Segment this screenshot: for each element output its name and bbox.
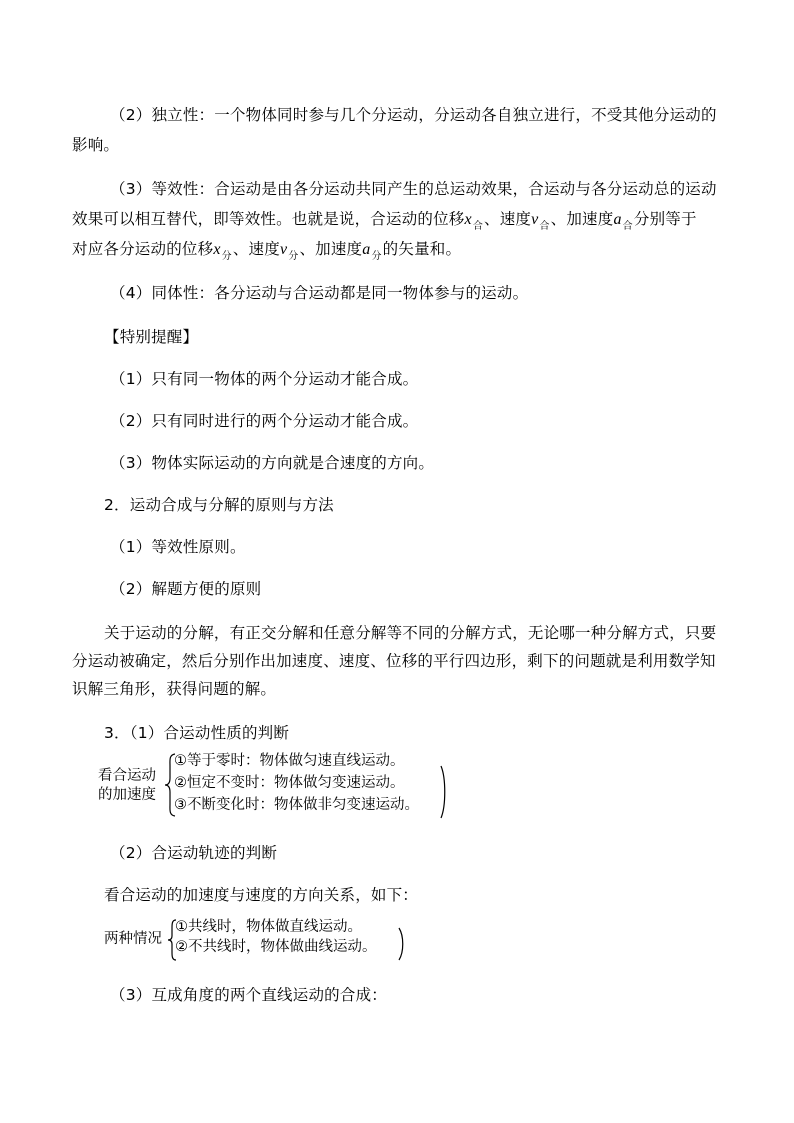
trajectory-label: 两种情况 bbox=[104, 931, 162, 947]
acceleration-label-line2: 的加速度 bbox=[98, 787, 156, 803]
acceleration-label-line1: 看合运动 bbox=[98, 768, 156, 784]
section-2-item-1: （1）等效性原则。 bbox=[110, 538, 246, 556]
trajectory-case-1: ①共线时，物体做直线运动。 bbox=[175, 919, 362, 935]
paragraph-equivalence-line3 bbox=[72, 238, 461, 263]
symbol-v: v bbox=[531, 211, 539, 228]
paragraph-independence-line1: （2）独立性：一个物体同时参与几个分运动，分运动各自独立进行，不受其他分运动的 bbox=[110, 106, 717, 124]
section-3-item-2-text: 看合运动的加速度与速度的方向关系，如下： bbox=[104, 886, 419, 904]
section-3-title: 3．（1）合运动性质的判断 bbox=[104, 724, 290, 742]
symbol-a: a bbox=[613, 211, 622, 228]
acceleration-case-1: ①等于零时：物体做匀速直线运动。 bbox=[174, 753, 405, 769]
right-paren-icon bbox=[397, 926, 406, 962]
symbol-v: v bbox=[279, 241, 288, 258]
paragraph-same-body: （4）同体性：各分运动与合运动都是同一物体参与的运动。 bbox=[110, 284, 529, 302]
reminder-item-3: （3）物体实际运动的方向就是合速度的方向。 bbox=[110, 454, 435, 472]
section-2-paragraph-line2: 分运动被确定，然后分别作出加速度、速度、位移的平行四边形，剩下的问题就是利用数学知 bbox=[72, 652, 716, 670]
subscript-he: 合 bbox=[539, 221, 550, 232]
subscript-he: 合 bbox=[622, 221, 633, 232]
subscript-he: 合 bbox=[472, 221, 484, 232]
paragraph-equivalence-line2 bbox=[72, 208, 697, 233]
equivalence-text: 对应各分运动的位移 bbox=[72, 240, 214, 258]
section-2-paragraph-line3: 识解三角形，获得问题的解。 bbox=[72, 680, 277, 698]
equivalence-text: 、加速度 bbox=[550, 210, 614, 228]
equivalence-text: 的矢量和。 bbox=[382, 240, 462, 258]
equivalence-text: 分别等于 bbox=[633, 210, 697, 228]
symbol-x: x bbox=[213, 241, 221, 258]
special-reminder-title: 【特别提醒】 bbox=[104, 328, 199, 346]
section-3-item-2: （2）合运动轨迹的判断 bbox=[110, 844, 278, 862]
section-2-title: 2．运动合成与分解的原则与方法 bbox=[104, 496, 334, 514]
section-2-item-2: （2）解题方便的原则 bbox=[110, 580, 262, 598]
section-3-item-3: （3）互成角度的两个直线运动的合成： bbox=[110, 986, 387, 1004]
subscript-fen: 分 bbox=[221, 251, 232, 262]
section-2-paragraph-line1: 关于运动的分解，有正交分解和任意分解等不同的分解方式，无论哪一种分解方式，只要 bbox=[104, 624, 717, 642]
equivalence-text: 、速度 bbox=[232, 240, 280, 258]
equivalence-text: 效果可以相互替代，即等效性。也就是说，合运动的位移 bbox=[72, 210, 465, 228]
symbol-x: x bbox=[464, 211, 472, 228]
subscript-fen: 分 bbox=[371, 251, 382, 262]
equivalence-text: 、速度 bbox=[484, 210, 532, 228]
reminder-item-1: （1）只有同一物体的两个分运动才能合成。 bbox=[110, 370, 419, 388]
subscript-fen: 分 bbox=[288, 251, 299, 262]
acceleration-case-2: ②恒定不变时：物体做匀变速运动。 bbox=[174, 775, 405, 791]
right-paren-icon bbox=[438, 764, 448, 820]
acceleration-case-3: ③不断变化时：物体做非匀变速运动。 bbox=[174, 797, 419, 813]
paragraph-independence-line2: 影响。 bbox=[72, 136, 120, 154]
trajectory-case-2: ②不共线时，物体做曲线运动。 bbox=[175, 939, 377, 955]
symbol-a: a bbox=[362, 241, 371, 258]
equivalence-text: 、加速度 bbox=[299, 240, 363, 258]
paragraph-equivalence-line1: （3）等效性：合运动是由各分运动共同产生的总运动效果，合运动与各分运动总的运动 bbox=[110, 180, 717, 198]
reminder-item-2: （2）只有同时进行的两个分运动才能合成。 bbox=[110, 412, 419, 430]
